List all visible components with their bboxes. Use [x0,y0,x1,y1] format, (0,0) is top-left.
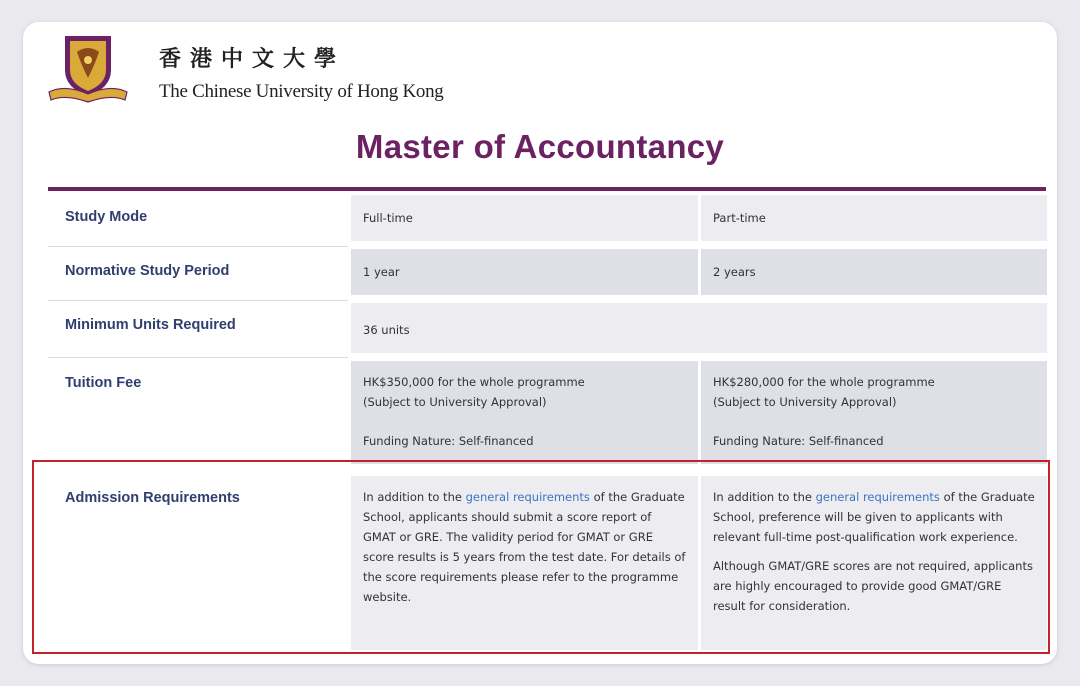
admission-note-part-time: Although GMAT/GRE scores are not required, applicants are highly encouraged to provide good GMAT/GRE result for consideration. [713,559,1033,613]
admission-text-full-time [363,487,686,607]
cuhk-crest-logo [45,34,131,104]
tuition-approval-part-time: (Subject to University Approval) [713,395,897,409]
row-label-admission: Admission Requirements [65,490,240,506]
general-requirements-link[interactable]: general requirements [465,490,590,504]
university-name-english: The Chinese University of Hong Kong [159,81,444,102]
general-requirements-link[interactable]: general requirements [815,490,940,504]
row-label-study-period: Normative Study Period [65,263,230,279]
admission-suffix-part-time: of the Graduate School, preference will be given to applicants with relevant full-time post-qualification work experience. [713,490,1035,544]
row-divider [48,357,348,358]
study-period-full-time: 1 year [363,265,400,279]
cell-study-mode-full-time [351,195,698,241]
min-units-value: 36 units [363,323,410,337]
row-divider [48,246,348,247]
cell-admission-full-time [351,476,698,650]
admission-prefix-part-time: In addition to the [713,490,816,504]
title-divider [48,187,1046,191]
cell-tuition-part-time [701,361,1047,464]
study-period-part-time: 2 years [713,265,756,279]
cell-tuition-full-time [351,361,698,464]
university-name-chinese: 香港中文大學 [159,46,346,72]
page-card [23,22,1057,664]
admission-text-part-time [713,487,1035,547]
row-divider [48,300,348,301]
tuition-fee-full-time: HK$350,000 for the whole programme [363,375,585,389]
cell-study-period-part-time [701,249,1047,295]
row-label-study-mode: Study Mode [65,209,148,225]
row-label-tuition-fee: Tuition Fee [65,375,142,391]
admission-prefix-full-time: In addition to the [363,490,466,504]
study-mode-part-time: Part-time [713,211,766,225]
cell-study-mode-part-time [701,195,1047,241]
tuition-approval-full-time: (Subject to University Approval) [363,395,547,409]
row-label-min-units: Minimum Units Required [65,317,236,333]
funding-nature-full-time: Funding Nature: Self-financed [363,434,534,448]
cell-min-units [351,303,1047,353]
funding-nature-part-time: Funding Nature: Self-financed [713,434,884,448]
study-mode-full-time: Full-time [363,211,413,225]
tuition-fee-part-time: HK$280,000 for the whole programme [713,375,935,389]
cell-admission-part-time [701,476,1047,650]
page-title: Master of Accountancy [355,128,725,165]
admission-suffix-full-time: of the Graduate School, applicants should submit a score report of GMAT or GRE. The validity period for GMAT or GRE score results is 5 years from the test date. For details of the score requirements please refer to the programme website. [363,490,686,604]
cell-study-period-full-time [351,249,698,295]
